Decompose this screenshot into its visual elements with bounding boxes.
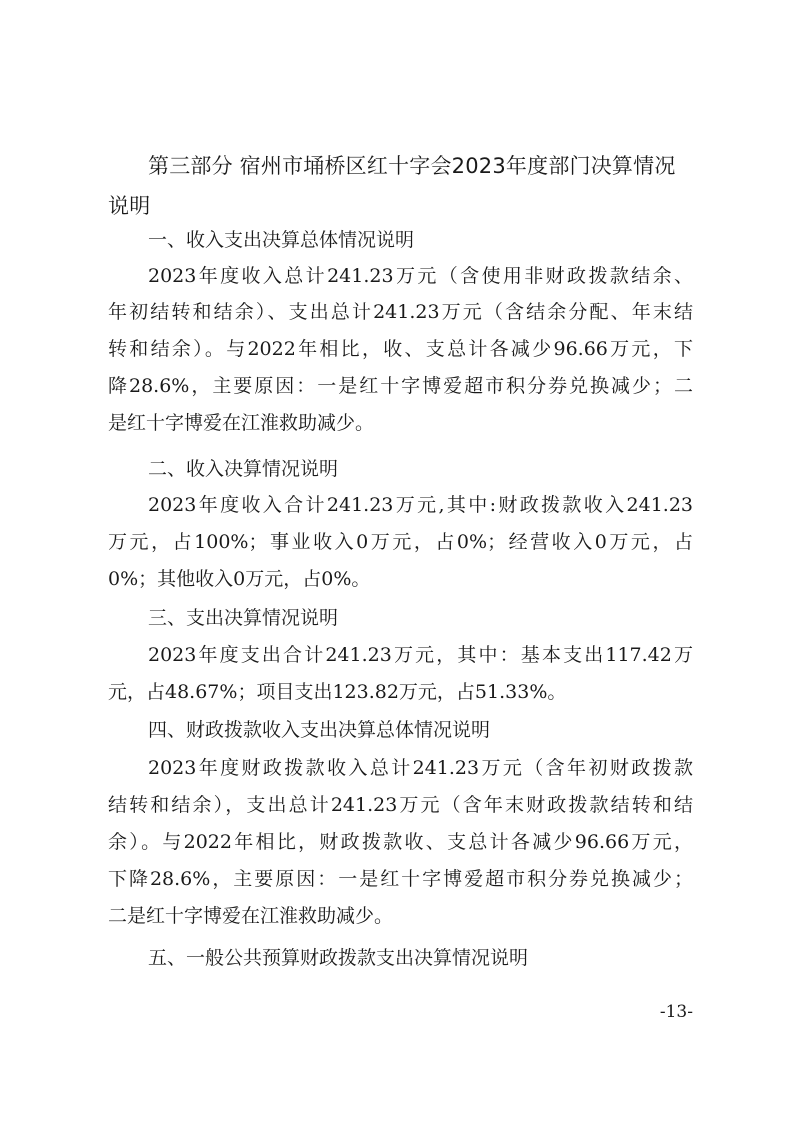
paragraph-line: 2023年度收入合计241.23万元,其中:财政拨款收入241.23 <box>148 494 693 516</box>
section-heading-4: 四、财政拨款收入支出决算总体情况说明 <box>148 719 491 741</box>
paragraph-line: 下降28.6%，主要原因：一是红十字博爱超市积分券兑换减少； <box>108 868 693 890</box>
page-title: 第三部分 宿州市埇桥区红十字会2023年度部门决算情况说明 <box>108 154 676 218</box>
paragraph-line: 是红十字博爱在江淮救助减少。 <box>108 412 375 434</box>
paragraph-line: 元，占48.67%；项目支出123.82万元，占51.33%。 <box>108 681 567 703</box>
paragraph-line: 0%；其他收入0万元，占0%。 <box>108 568 371 590</box>
paragraph-line: 结转和结余），支出总计241.23万元（含年末财政拨款结转和结 <box>108 794 693 816</box>
section-heading-2: 二、收入决算情况说明 <box>148 458 339 480</box>
paragraph-line: 万元，占100%；事业收入0万元，占0%；经营收入0万元，占 <box>108 531 693 553</box>
paragraph-line: 余）。与2022年相比，财政拨款收、支总计各减少96.66万元， <box>108 831 693 853</box>
page-number: -13- <box>659 1002 693 1022</box>
paragraph-line: 降28.6%，主要原因：一是红十字博爱超市积分券兑换减少；二 <box>108 375 693 397</box>
section-heading-1: 一、收入支出决算总体情况说明 <box>148 229 415 251</box>
paragraph-line: 2023年度收入总计241.23万元（含使用非财政拨款结余、 <box>148 265 693 287</box>
paragraph-line: 年初结转和结余）、支出总计241.23万元（含结余分配、年末结 <box>108 301 693 323</box>
section-heading-3: 三、支出决算情况说明 <box>148 607 339 629</box>
paragraph-line: 2023年度财政拨款收入总计241.23万元（含年初财政拨款 <box>148 757 693 779</box>
paragraph-line: 二是红十字博爱在江淮救助减少。 <box>108 905 394 927</box>
paragraph-line: 2023年度支出合计241.23万元，其中：基本支出117.42万 <box>148 644 693 666</box>
paragraph-line: 转和结余）。与2022年相比，收、支总计各减少96.66万元，下 <box>108 338 693 360</box>
section-heading-5: 五、一般公共预算财政拨款支出决算情况说明 <box>148 947 529 969</box>
